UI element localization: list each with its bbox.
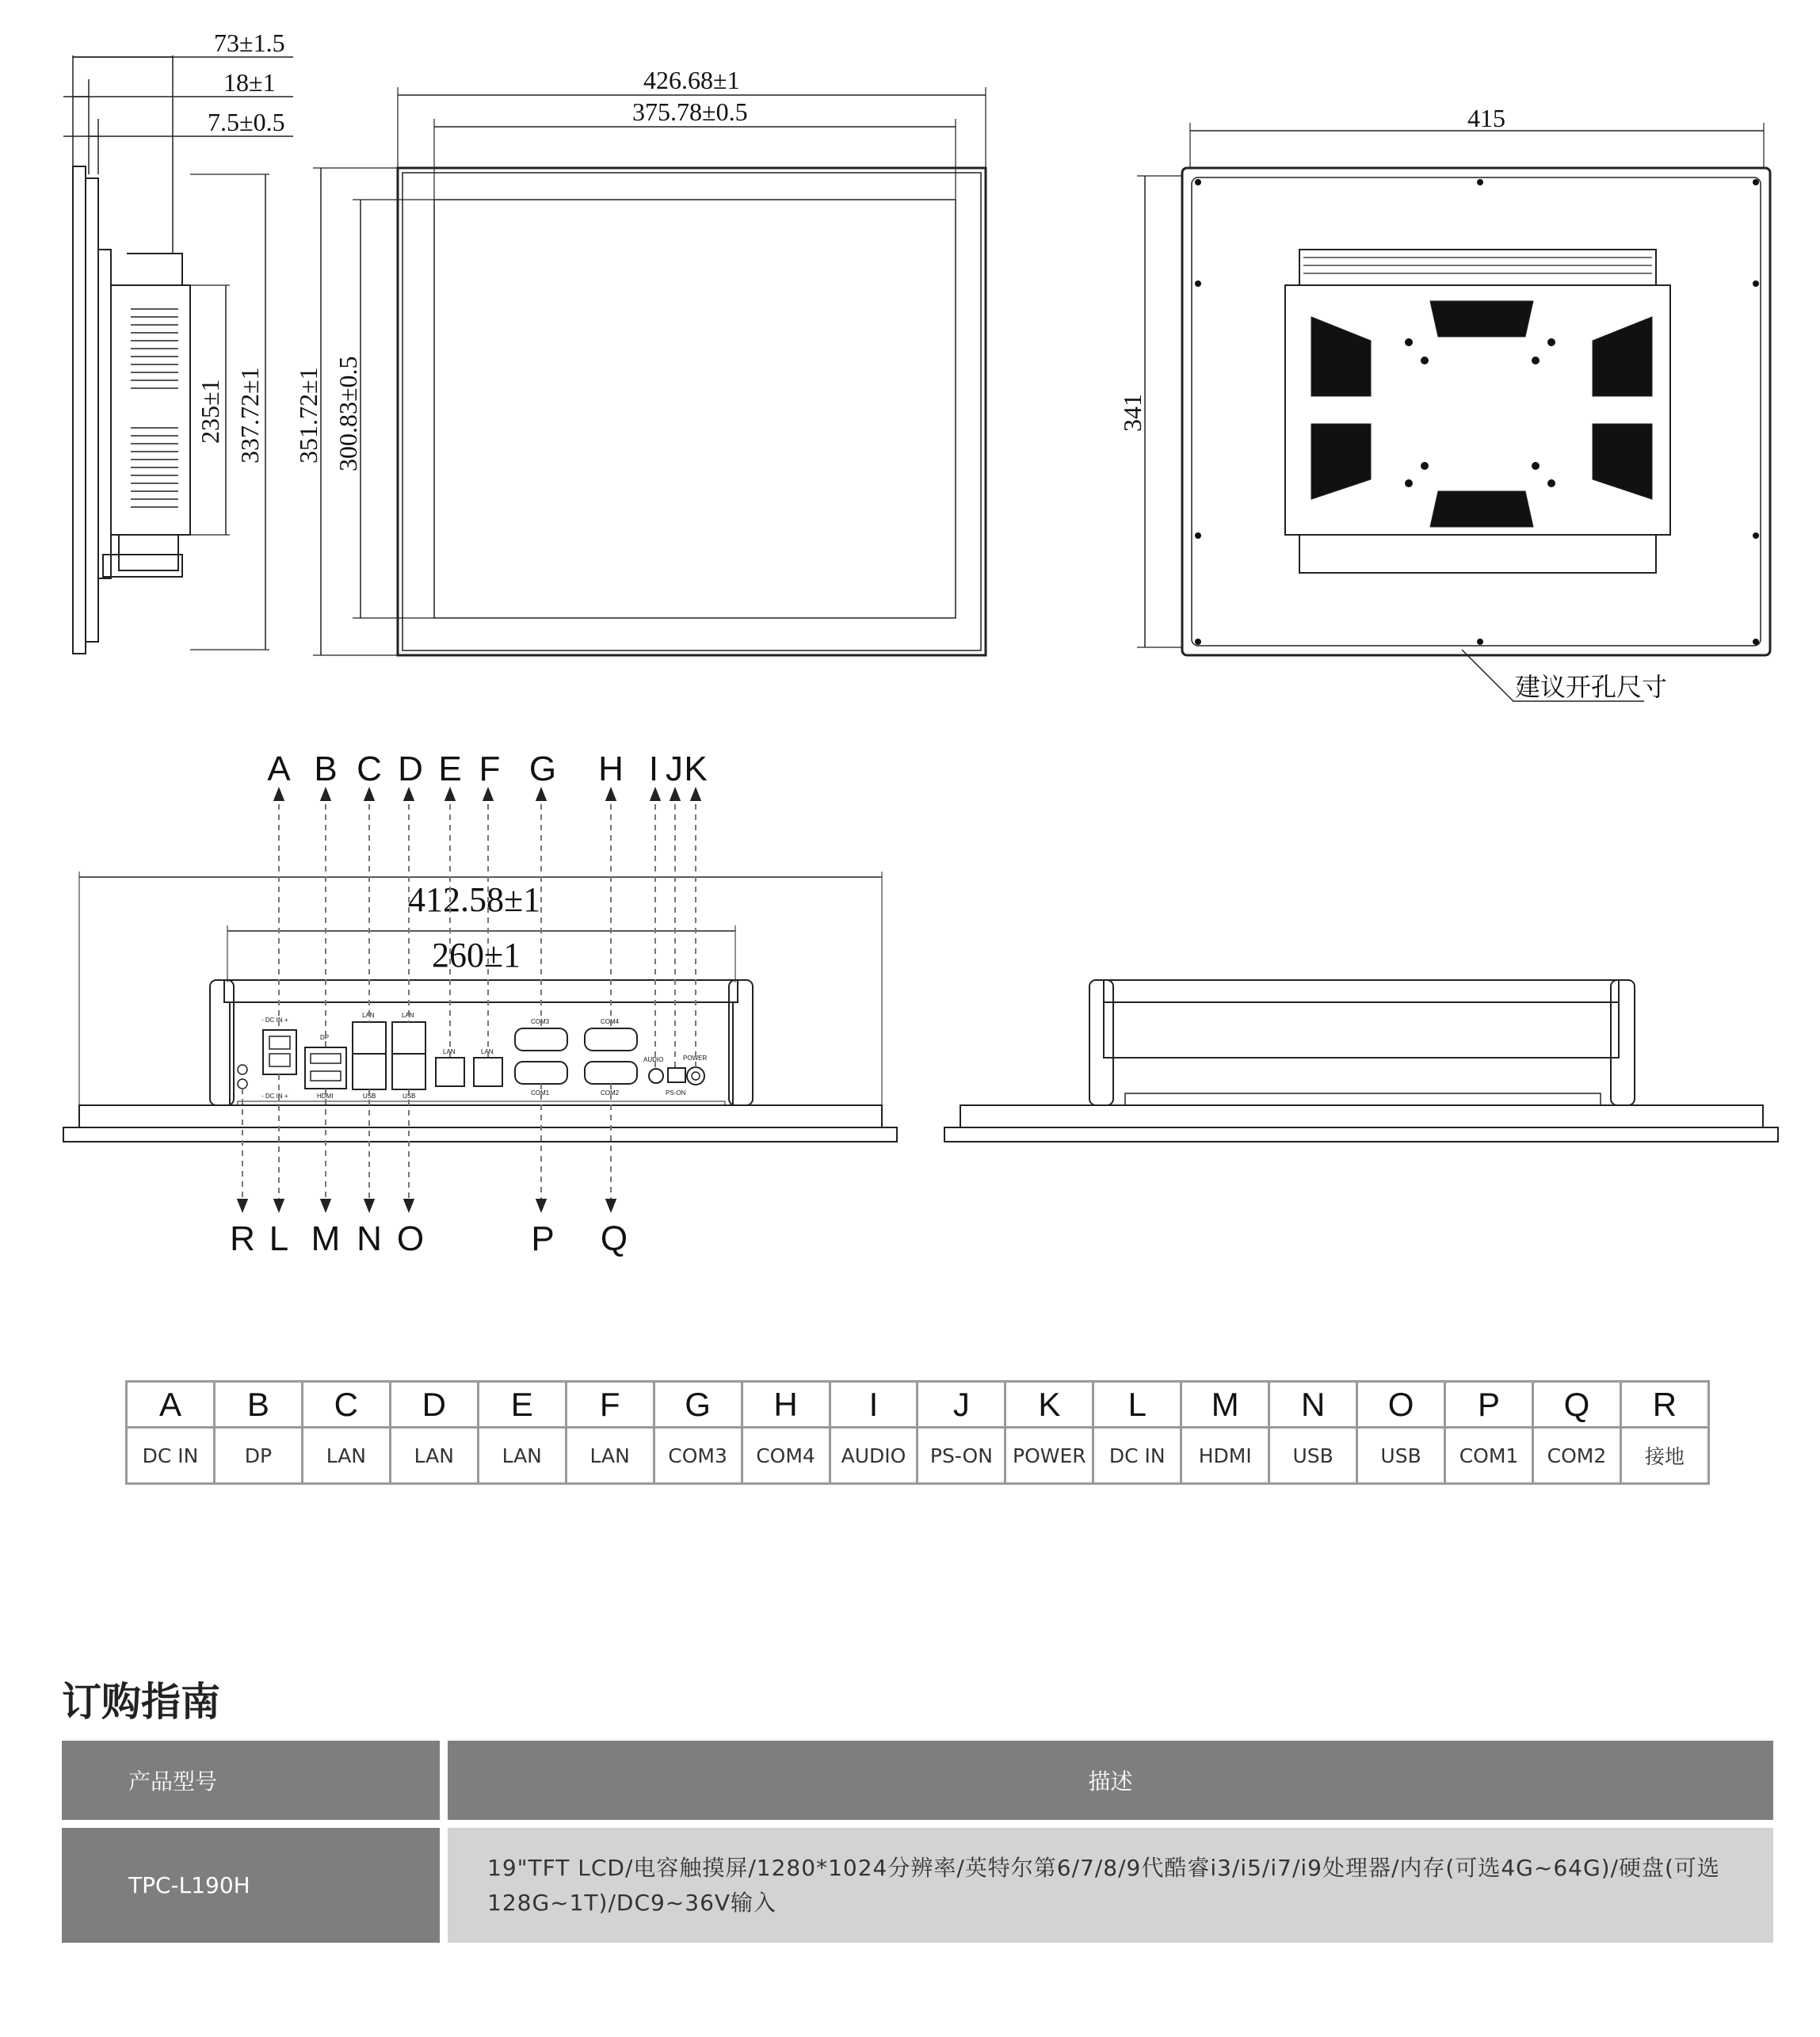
- port-letter: Q: [1533, 1382, 1621, 1428]
- port-letter: B: [214, 1382, 302, 1428]
- label-lan-2: LAN: [402, 1012, 414, 1019]
- label-audio: AUDIO: [643, 1056, 664, 1063]
- port-legend-table: [125, 1380, 1710, 1485]
- callout-o: O: [396, 1219, 425, 1258]
- callout-r: R: [230, 1219, 255, 1258]
- label-com4: COM4: [601, 1018, 620, 1025]
- label-hdmi: HDMI: [317, 1093, 334, 1100]
- port-name: 接地: [1620, 1428, 1708, 1484]
- port-name: AUDIO: [830, 1428, 918, 1484]
- io-view-dimensions: [408, 880, 540, 975]
- port-name: POWER: [1005, 1428, 1093, 1484]
- callout-letters-top: [267, 750, 707, 788]
- model-cell: TPC-L190H: [62, 1828, 440, 1943]
- dim-7-5: 7.5±0.5: [208, 108, 285, 136]
- cutout-label: 建议开孔尺寸: [1515, 672, 1668, 702]
- dim-18: 18±1: [223, 68, 276, 97]
- port-letter: A: [127, 1382, 215, 1428]
- port-name: LAN: [566, 1428, 654, 1484]
- callout-b: B: [314, 750, 338, 788]
- dim-426-68: 426.68±1: [643, 66, 740, 94]
- port-name: LAN: [390, 1428, 478, 1484]
- port-letter: M: [1181, 1382, 1269, 1428]
- dim-337-72: 337.72±1: [235, 367, 264, 463]
- port-letter: C: [302, 1382, 390, 1428]
- port-name: USB: [1269, 1428, 1357, 1484]
- port-name: HDMI: [1181, 1428, 1269, 1484]
- callout-f: F: [479, 750, 501, 788]
- port-name: COM1: [1445, 1428, 1533, 1484]
- dim-412-58: 412.58±1: [408, 880, 541, 919]
- port-letter: L: [1093, 1382, 1181, 1428]
- port-name: COM3: [654, 1428, 742, 1484]
- back-view: [1137, 123, 1770, 701]
- port-name: USB: [1357, 1428, 1445, 1484]
- callout-l: L: [269, 1219, 289, 1258]
- port-letter: I: [830, 1382, 918, 1428]
- front-view: [313, 87, 986, 655]
- header-model: 产品型号: [62, 1741, 440, 1820]
- header-description: 描述: [448, 1741, 1773, 1820]
- callout-h: H: [598, 750, 624, 788]
- port-letter: R: [1620, 1382, 1708, 1428]
- ordering-guide-title: 订购指南: [62, 1679, 220, 1725]
- label-dcin-top: - DC IN +: [261, 1017, 288, 1024]
- port-letter: D: [390, 1382, 478, 1428]
- port-letter: G: [654, 1382, 742, 1428]
- label-lan-4: LAN: [481, 1048, 494, 1055]
- label-usb-2: USB: [403, 1093, 416, 1100]
- port-name: COM2: [1533, 1428, 1621, 1484]
- port-letter: E: [478, 1382, 566, 1428]
- callout-i: I: [648, 750, 659, 788]
- port-name: LAN: [478, 1428, 566, 1484]
- label-pson: PS-ON: [666, 1089, 686, 1097]
- side-view: [63, 55, 293, 654]
- callout-e: E: [438, 750, 462, 788]
- dim-341: 341: [1118, 394, 1147, 432]
- port-letter: J: [918, 1382, 1005, 1428]
- callout-j: J: [666, 750, 683, 788]
- dim-73: 73±1.5: [214, 29, 285, 57]
- dim-260: 260±1: [432, 936, 521, 975]
- label-com1: COM1: [531, 1089, 550, 1097]
- port-name: PS-ON: [918, 1428, 1005, 1484]
- dim-415: 415: [1467, 104, 1505, 132]
- callout-letters-bottom: [230, 1219, 628, 1258]
- label-usb-1: USB: [363, 1093, 376, 1100]
- label-lan-3: LAN: [443, 1048, 456, 1055]
- ordering-table: [62, 1741, 1773, 1951]
- side-view-dimensions: [196, 29, 285, 463]
- port-letter: F: [566, 1382, 654, 1428]
- label-dcin-bottom: - DC IN +: [261, 1093, 288, 1100]
- callout-c: C: [357, 750, 382, 788]
- port-name: DP: [214, 1428, 302, 1484]
- ordering-data-row: [62, 1828, 1773, 1943]
- callout-n: N: [357, 1219, 382, 1258]
- label-power: POWER: [683, 1055, 708, 1062]
- port-letter: O: [1357, 1382, 1445, 1428]
- description-cell: 19"TFT LCD/电容触摸屏/1280*1024分辨率/英特尔第6/7/8/9代酷睿i3/i5/i7/i9处理器/内存(可选4G~64G)/硬盘(可选128G~1T)/DC9~36V输入: [448, 1828, 1773, 1943]
- callout-g: G: [528, 750, 557, 788]
- callout-m: M: [311, 1219, 341, 1258]
- port-letter: K: [1005, 1382, 1093, 1428]
- label-dp: DP: [320, 1034, 330, 1041]
- callout-q: Q: [600, 1219, 628, 1258]
- port-letter: H: [742, 1382, 830, 1428]
- port-letter-row: [127, 1382, 1709, 1428]
- port-letter: N: [1269, 1382, 1357, 1428]
- back-view-dimensions: [1118, 104, 1667, 702]
- dim-351-72: 351.72±1: [294, 367, 322, 463]
- label-com3: COM3: [531, 1018, 550, 1025]
- dim-300-83: 300.83±0.5: [334, 356, 362, 471]
- io-view: [63, 872, 1778, 1142]
- dim-375-78: 375.78±0.5: [632, 97, 748, 126]
- callout-a: A: [267, 750, 291, 788]
- callout-d: D: [398, 750, 423, 788]
- port-name: DC IN: [127, 1428, 215, 1484]
- port-name: LAN: [302, 1428, 390, 1484]
- dim-235: 235±1: [196, 379, 224, 444]
- port-letter: P: [1445, 1382, 1533, 1428]
- port-name: DC IN: [1093, 1428, 1181, 1484]
- ordering-header-row: [62, 1741, 1773, 1820]
- port-name-row: [127, 1428, 1709, 1484]
- callout-k: K: [684, 750, 708, 788]
- label-com2: COM2: [601, 1089, 620, 1097]
- callout-p: P: [531, 1219, 555, 1258]
- label-lan-1: LAN: [362, 1012, 375, 1019]
- port-name: COM4: [742, 1428, 830, 1484]
- callout-leaders: [242, 794, 696, 1206]
